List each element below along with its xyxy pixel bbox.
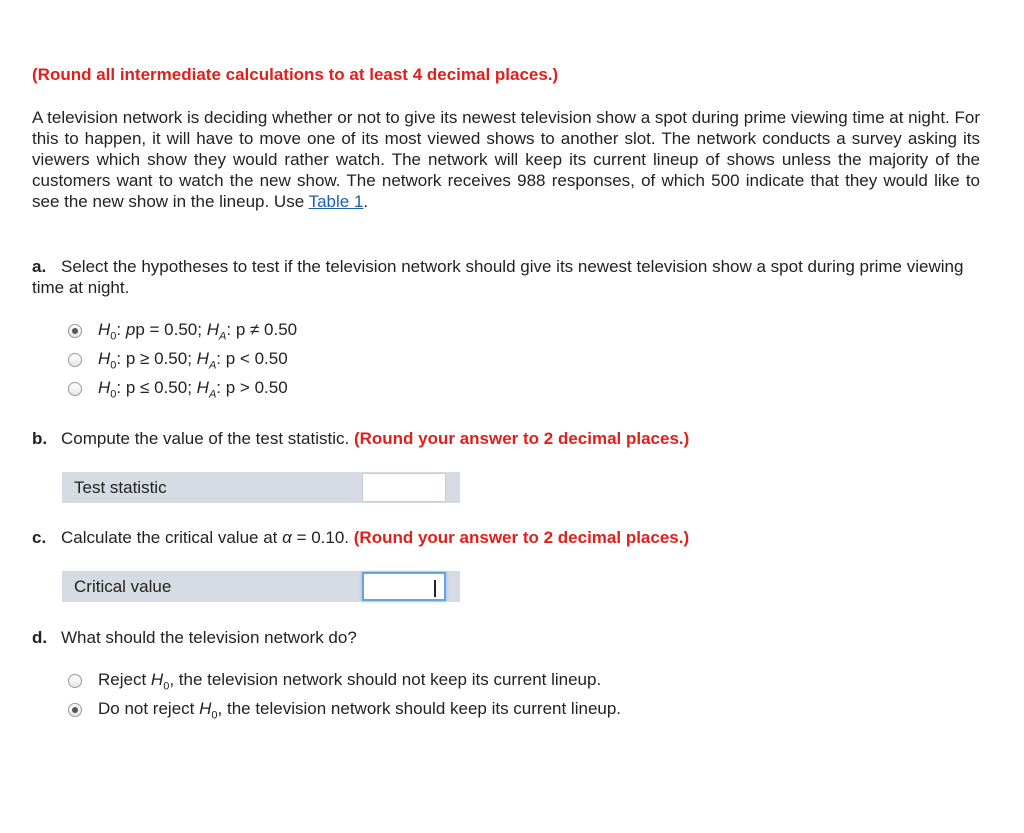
radio-button[interactable] xyxy=(68,324,82,338)
radio-button[interactable] xyxy=(68,353,82,367)
radio-button[interactable] xyxy=(68,382,82,396)
table-1-link[interactable]: Table 1 xyxy=(308,192,364,211)
decision-option-reject[interactable]: Reject $H_0$, the television network should not keep its current lineup. xyxy=(68,669,601,693)
test-statistic-label: Test statistic xyxy=(74,478,167,497)
test-statistic-input[interactable] xyxy=(362,473,446,502)
radio-button[interactable] xyxy=(68,674,82,688)
critical-value-row xyxy=(62,571,460,602)
radio-button[interactable] xyxy=(68,703,82,717)
test-statistic-row xyxy=(62,472,460,503)
part-b-question: b. Compute the value of the test statistic. (Round your answer to 2 decimal places.) xyxy=(32,429,690,448)
hypothesis-option-1[interactable]: $H_0$: pp = 0.50; $H_A$: p ≠ 0.50 xyxy=(68,319,297,343)
decision-option-do-not-reject[interactable]: Do not reject $H_0$, the television network should keep its current lineup. xyxy=(68,698,621,722)
problem-text: A television network is deciding whether or not to give its newest television show a spot during prime viewing time at night. For this to happen, it will have to move one of its most viewed shows to another slot. The network conducts a survey asking its viewers which show they would rather watch. The network will keep its current lineup of shows unless the majority of the customers want to watch the new show. The network receives 988 responses, of which 500 indicate that they would like to see the new show in the lineup. Use xyxy=(32,108,980,211)
part-a-question: a. Select the hypotheses to test if the television network should give its newest television show a spot during prime viewing time at night. xyxy=(32,257,964,297)
rounding-instruction: (Round all intermediate calculations to at least 4 decimal places.) xyxy=(32,65,559,84)
part-d-question: d. What should the television network do? xyxy=(32,628,357,647)
part-c-question: c. Calculate the critical value at α = 0.10. (Round your answer to 2 decimal places.) xyxy=(32,528,690,547)
text-caret xyxy=(434,580,436,597)
hypothesis-option-2[interactable]: $H_0$: p ≥ 0.50; $H_A$: p < 0.50 xyxy=(68,348,288,372)
hypothesis-option-3[interactable]: $H_0$: p ≤ 0.50; $H_A$: p > 0.50 xyxy=(68,377,288,401)
critical-value-label: Critical value xyxy=(74,577,172,596)
problem-statement: A television network is deciding whether or not to give its newest television show a spot during prime viewing time at night. For this to happen, it will have to move one of its most viewed shows to another slot. The network conducts a survey asking its viewers which show they would rather watch. The network will keep its current lineup of shows unless the majority of the customers want to watch the new show. The network receives 988 responses, of which 500 indicate that they would like to see the new show in the lineup. Use Table 1. xyxy=(32,108,980,211)
critical-value-input[interactable] xyxy=(362,572,446,601)
